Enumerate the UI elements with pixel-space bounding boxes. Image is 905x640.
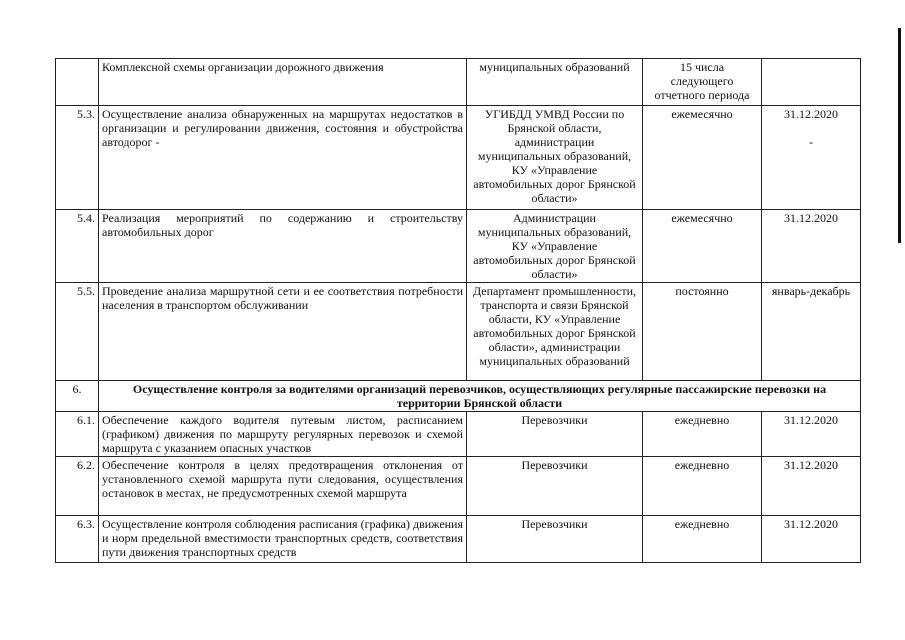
section-row xyxy=(56,381,861,412)
table-row xyxy=(56,516,861,563)
executor-cell: Департамент промышленности, транспорта и связи Брянской области, КУ «Управление автомобильных дорог Брянской области», администрации муниципальных образований xyxy=(467,283,643,381)
date-cell: 31.12.2020 xyxy=(762,210,861,283)
activity-cell: Осуществление анализа обнаруженных на маршрутах недостатков в организации и регулировании движения, состояния и обустройства автодорог - xyxy=(99,106,467,210)
table-row xyxy=(56,210,861,283)
table-row xyxy=(56,457,861,516)
date-cell: 31.12.2020 xyxy=(762,457,861,516)
term-cell: ежедневно xyxy=(643,412,762,457)
section-title: Осуществление контроля за водителями организаций перевозчиков, осуществляющих регулярные пассажирские перевозки на территории Брянской области xyxy=(99,381,861,412)
activity-cell: Проведение анализа маршрутной сети и ее соответствия потребности населения в транспортом обслуживании xyxy=(99,283,467,381)
row-number xyxy=(56,59,99,106)
term-cell: ежедневно xyxy=(643,457,762,516)
date-cell: 31.12.2020 - xyxy=(762,106,861,210)
row-number: 6.2. xyxy=(56,457,99,516)
row-number: 5.3. xyxy=(56,106,99,210)
measures-table xyxy=(55,58,861,563)
activity-cell: Обеспечение каждого водителя путевым листом, расписанием (графиком) движения по маршруту регулярных перевозок и схемой маршрута с указанием опасных участков xyxy=(99,412,467,457)
section-number: 6. xyxy=(56,381,99,412)
row-number: 6.1. xyxy=(56,412,99,457)
activity-cell: Реализация мероприятий по содержанию и строительству автомобильных дорог xyxy=(99,210,467,283)
row-number: 5.5. xyxy=(56,283,99,381)
table-row xyxy=(56,283,861,381)
term-cell: ежемесячно xyxy=(643,106,762,210)
executor-cell: Перевозчики xyxy=(467,457,643,516)
date-cell: январь-декабрь xyxy=(762,283,861,381)
executor-cell: Администрации муниципальных образований, КУ «Управление автомобильных дорог Брянской области» xyxy=(467,210,643,283)
row-number: 5.4. xyxy=(56,210,99,283)
executor-cell: УГИБДД УМВД России по Брянской области, администрации муниципальных образований, КУ «Управление автомобильных дорог Брянской области» xyxy=(467,106,643,210)
activity-cell: Обеспечение контроля в целях предотвращения отклонения от установленного схемой маршрута пути следования, осуществления остановок в местах, не предусмотренных схемой маршрута xyxy=(99,457,467,516)
activity-cell: Комплексной схемы организации дорожного движения xyxy=(99,59,467,106)
term-cell: ежемесячно xyxy=(643,210,762,283)
date-cell: 31.12.2020 xyxy=(762,516,861,563)
term-cell: 15 числа следующего отчетного периода xyxy=(643,59,762,106)
date-cell: 31.12.2020 xyxy=(762,412,861,457)
table-row xyxy=(56,106,861,210)
row-number: 6.3. xyxy=(56,516,99,563)
table-row xyxy=(56,412,861,457)
executor-cell: Перевозчики xyxy=(467,516,643,563)
activity-cell: Осуществление контроля соблюдения расписания (графика) движения и норм предельной вместимости транспортных средств, соответствия пути движения транспортных средств xyxy=(99,516,467,563)
executor-cell: муниципальных образований xyxy=(467,59,643,106)
page-edge-mark xyxy=(898,28,901,243)
date-cell xyxy=(762,59,861,106)
table-row xyxy=(56,59,861,106)
term-cell: ежедневно xyxy=(643,516,762,563)
term-cell: постоянно xyxy=(643,283,762,381)
executor-cell: Перевозчики xyxy=(467,412,643,457)
